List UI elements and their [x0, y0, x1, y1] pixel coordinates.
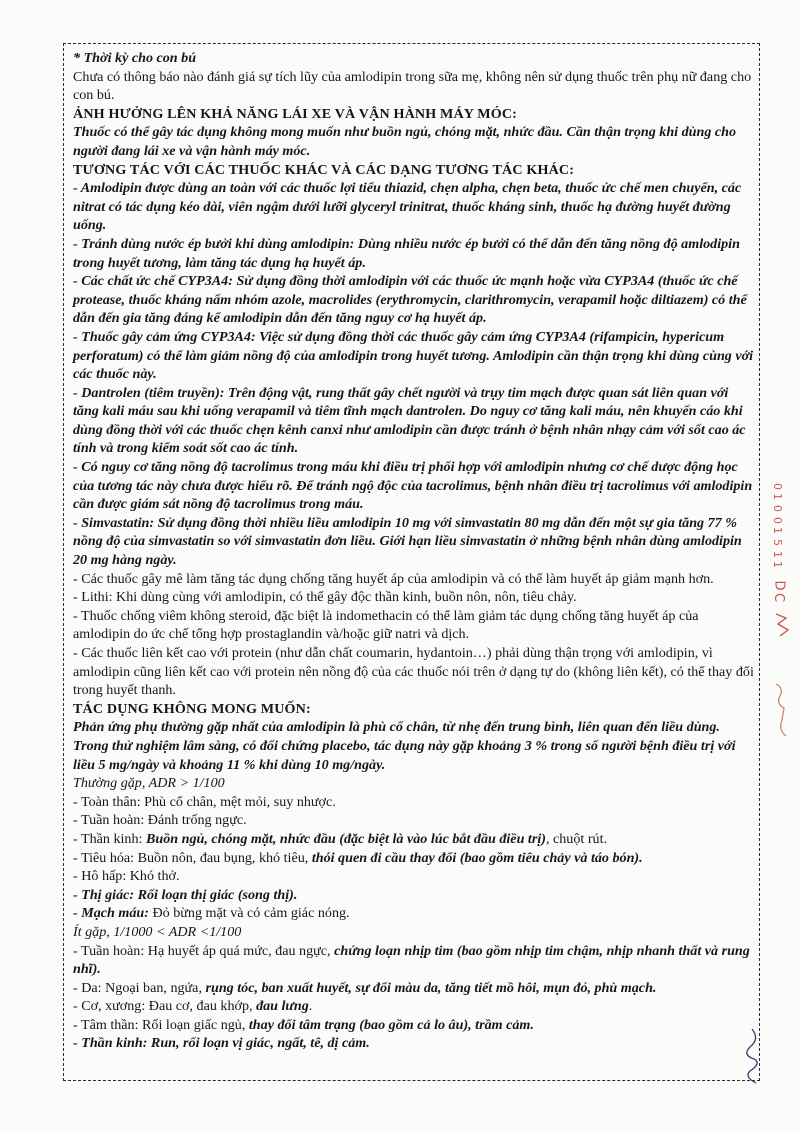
effect-item: - Thần kinh: Run, rối loạn vị giác, ngất, tê, dị cảm. [73, 1035, 370, 1052]
effect-item: - Tuần hoàn: Đánh trống ngực. [73, 812, 247, 829]
effect-item: - Tiêu hóa: Buồn nôn, đau bụng, khó tiêu, thói quen đi cầu thay đổi (bao gồm tiêu chảy và táo bón). [73, 849, 643, 866]
signature-scribble-icon [738, 1025, 768, 1085]
stamp-char: 0 [771, 483, 784, 490]
interactions-heading: TƯƠNG TÁC VỚI CÁC THUỐC KHÁC VÀ CÁC DẠNG TƯƠNG TÁC KHÁC: [73, 161, 575, 178]
leaflet-content [73, 49, 757, 1053]
stamp-char: 1 [771, 527, 784, 534]
stamp-char: C [771, 592, 787, 603]
lactation-title: * Thời kỳ cho con bú [73, 50, 197, 66]
adverse-intro: Phản ứng phụ thường gặp nhất của amlodipin là phù cổ chân, từ nhẹ đến trung bình, liên quan đến liều dùng. Trong thử nghiệm lâm sàng, có đối chứng placebo, tác dụng này gặp khoảng 3 % trong số người bệnh điều trị với liều 5 mg/ngày và khoảng 11 % khi dùng 10 mg/ngày. [73, 719, 736, 773]
interaction-item: - Dantrolen (tiêm truyền): Trên động vật, rung thất gây chết người và trụy tim mạch được quan sát liên quan với tăng kali máu sau khi uống verapamil và tiêm tĩnh mạch dantrolen. Do nguy cơ tăng kali máu, nên khuyến cáo khi dùng đồng thời với các thuốc chẹn kênh canxi như amlodipin cần được tránh ở bệnh nhân nhạy cảm với sốt cao ác tính và trong kiểm soát sốt cao ác tính. [73, 384, 746, 457]
stamp-char: 0 [771, 505, 784, 512]
interaction-item: - Các thuốc liên kết cao với protein (như dẫn chất coumarin, hydantoin…) phải dùng thận trọng với amlodipin, vì amlodipin cũng liên kết cao với protein nên nồng độ của các thuốc nói trên ở dạng tự do (không liên kết), có thể thay đổi trong huyết thanh. [73, 645, 754, 699]
interaction-item: - Các chất ức chế CYP3A4: Sử dụng đồng thời amlodipin với các thuốc ức mạnh hoặc vừa CYP3A4 (thuốc ức chế protease, thuốc kháng nấm nhóm azole, macrolides (erythromycin, clarithromycin, verapamil hoặc diltiazem) có thể dẫn đến gia tăng đáng kể amlodipin dẫn đến tăng nguy cơ hạ huyết áp. [73, 273, 747, 327]
interaction-item: - Có nguy cơ tăng nồng độ tacrolimus trong máu khi điều trị phối hợp với amlodipin nhưng cơ chế dược động học của tương tác này chưa được hiểu rõ. Để tránh ngộ độc của tacrolimus, bệnh nhân điều trị tacrolimus với amlodipin cần được giám sát nồng độ tacrolimus trong máu. [73, 459, 753, 513]
effect-item: - Thần kinh: Buồn ngủ, chóng mặt, nhức đầu (đặc biệt là vào lúc bắt đầu điều trị), chuột rút. [73, 830, 608, 847]
stamp-char: 5 [771, 539, 784, 546]
stamp-fragment-icon [770, 680, 794, 740]
stamp-char: 1 [771, 561, 784, 568]
effect-item: - Cơ, xương: Đau cơ, đau khớp, đau lưng. [73, 998, 313, 1015]
interaction-item: - Amlodipin được dùng an toàn với các thuốc lợi tiểu thiazid, chẹn alpha, chẹn beta, thuốc ức chế men chuyển, các nitrat có tác dụng kéo dài, viên ngậm dưới lưỡi glyceryl trinitrat, thuốc kháng sinh, thuốc hạ đường huyết đường uống. [73, 180, 742, 234]
stamp-char: 1 [771, 551, 784, 558]
effect-item: - Toàn thân: Phù cổ chân, mệt mỏi, suy nhược. [73, 793, 336, 810]
effect-item: - Da: Ngoại ban, ngứa, rụng tóc, ban xuất huyết, sự đổi màu da, tăng tiết mồ hôi, mụn đỏ, phù mạch. [73, 979, 657, 996]
effect-item: - Tuần hoàn: Hạ huyết áp quá mức, đau ngực, chứng loạn nhịp tim (bao gồm nhịp tim chậm, nhịp nhanh thất và rung nhĩ). [73, 942, 750, 978]
stamp-char: 0 [771, 517, 784, 524]
effect-item: - Hô hấp: Khó thở. [73, 868, 180, 885]
effect-item: - Thị giác: Rối loạn thị giác (song thị). [73, 886, 298, 903]
driving-text: Thuốc có thể gây tác dụng không mong muốn như buồn ngủ, chóng mặt, nhức đầu. Cần thận trọng khi dùng cho người đang lái xe và vận hành máy móc. [73, 124, 737, 159]
interaction-item: - Thuốc gây cảm ứng CYP3A4: Việc sử dụng đồng thời các thuốc gây cảm ứng CYP3A4 (rifampicin, hypericum perforatum) có thể làm giảm nồng độ của amlodipin trong huyết tương. Amlodipin cần thận trọng khi dùng cùng với các thuốc này. [73, 328, 754, 383]
margin-stamp [764, 480, 800, 800]
adverse-heading: TÁC DỤNG KHÔNG MONG MUỐN: [73, 700, 311, 717]
uncommon-frequency-label: Ít gặp, 1/1000 < ADR <1/100 [73, 923, 242, 940]
stamp-char: D [771, 580, 787, 591]
interaction-item: - Lithi: Khi dùng cùng với amlodipin, có thể gây độc thần kinh, buồn nôn, nôn, tiêu chảy. [73, 589, 577, 606]
interaction-item: - Tránh dùng nước ép bưởi khi dùng amlodipin: Dùng nhiều nước ép bưởi có thể dẫn đến tăng nồng độ amlodipin trong huyết tương, làm tăng tác dụng hạ huyết áp. [73, 235, 740, 271]
stamp-scribble-icon [772, 610, 792, 640]
stamp-char: 1 [771, 493, 784, 500]
driving-heading: ẢNH HƯỞNG LÊN KHẢ NĂNG LÁI XE VÀ VẬN HÀNH MÁY MÓC: [73, 105, 518, 122]
interaction-item: - Simvastatin: Sử dụng đồng thời nhiều liều amlodipin 10 mg với simvastatin 80 mg dẫn đến một sự gia tăng 77 % nồng độ của simvastatin so với simvastatin đơn liều. Giới hạn liều simvastatin ở những bệnh nhân dùng amlodipin 20 mg hàng ngày. [73, 514, 742, 569]
interaction-item: - Các thuốc gây mê làm tăng tác dụng chống tăng huyết áp của amlodipin và có thể làm huyết áp giảm mạnh hơn. [73, 570, 714, 587]
effect-item: - Mạch máu: Đỏ bừng mặt và có cảm giác nóng. [73, 905, 350, 922]
interaction-item: - Thuốc chống viêm không steroid, đặc biệt là indomethacin có thể làm giảm tác dụng chống tăng huyết áp của amlodipin do ức chế tổng hợp prostaglandin và/hoặc giữ natri và dịch. [73, 607, 699, 643]
effect-item: - Tâm thần: Rối loạn giấc ngủ, thay đổi tâm trạng (bao gồm cả lo âu), trầm cảm. [73, 1016, 534, 1033]
common-frequency-label: Thường gặp, ADR > 1/100 [73, 775, 225, 792]
lactation-text: Chưa có thông báo nào đánh giá sự tích lũy của amlodipin trong sữa mẹ, không nên sử dụng thuốc trên phụ nữ đang cho con bú. [73, 68, 752, 104]
